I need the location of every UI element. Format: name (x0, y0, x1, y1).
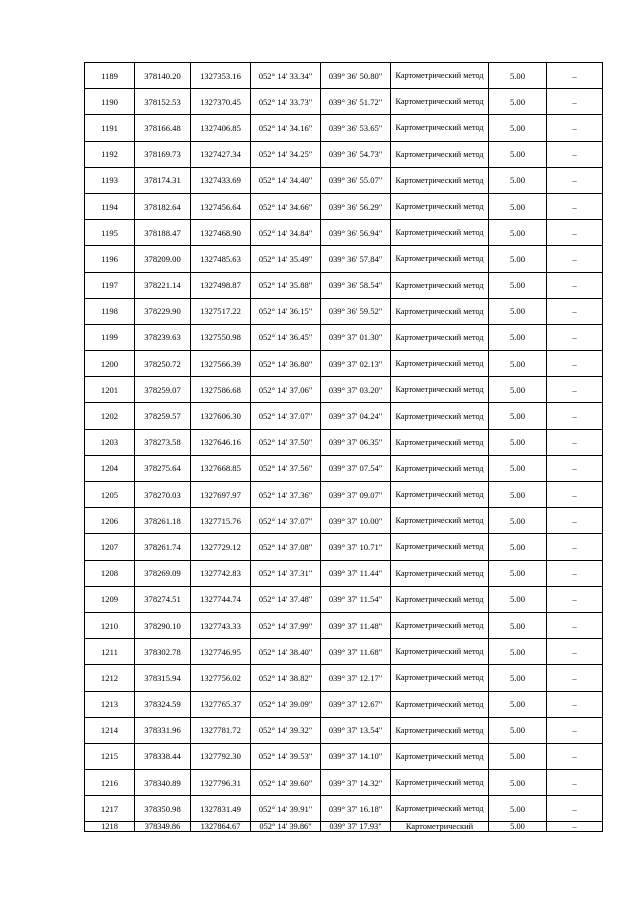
x-coordinate-cell: 378275.64 (135, 455, 191, 481)
point-number-cell: 1210 (85, 612, 135, 638)
description-cell: – (547, 141, 603, 167)
longitude-cell: 039° 37' 17.93" (321, 822, 391, 832)
table-row (85, 403, 603, 429)
y-coordinate-cell: 1327406.85 (191, 115, 251, 141)
table-row (85, 796, 603, 822)
latitude-cell: 052° 14' 37.36" (251, 482, 321, 508)
description-cell: – (547, 115, 603, 141)
longitude-cell: 039° 37' 02.13" (321, 351, 391, 377)
x-coordinate-cell: 378221.14 (135, 272, 191, 298)
longitude-cell: 039° 36' 54.73" (321, 141, 391, 167)
y-coordinate-cell: 1327744.74 (191, 586, 251, 612)
y-coordinate-cell: 1327468.90 (191, 220, 251, 246)
longitude-cell: 039° 37' 11.44" (321, 560, 391, 586)
longitude-cell: 039° 37' 11.54" (321, 586, 391, 612)
longitude-cell: 039° 37' 10.71" (321, 534, 391, 560)
longitude-cell: 039° 37' 11.48" (321, 612, 391, 638)
accuracy-cell: 5.00 (489, 508, 547, 534)
method-cell: Картометрический метод (391, 743, 489, 769)
table-row (85, 691, 603, 717)
method-cell: Картометрический метод (391, 377, 489, 403)
description-cell: – (547, 482, 603, 508)
x-coordinate-cell: 378274.51 (135, 586, 191, 612)
x-coordinate-cell: 378273.58 (135, 429, 191, 455)
y-coordinate-cell: 1327729.12 (191, 534, 251, 560)
method-cell: Картометрический метод (391, 770, 489, 796)
accuracy-cell: 5.00 (489, 193, 547, 219)
table-row (85, 508, 603, 534)
description-cell: – (547, 717, 603, 743)
description-cell: – (547, 743, 603, 769)
latitude-cell: 052° 14' 38.40" (251, 639, 321, 665)
accuracy-cell: 5.00 (489, 246, 547, 272)
point-number-cell: 1211 (85, 639, 135, 665)
latitude-cell: 052° 14' 37.48" (251, 586, 321, 612)
latitude-cell: 052° 14' 35.88" (251, 272, 321, 298)
point-number-cell: 1205 (85, 482, 135, 508)
latitude-cell: 052° 14' 37.56" (251, 455, 321, 481)
longitude-cell: 039° 37' 14.32" (321, 770, 391, 796)
x-coordinate-cell: 378152.53 (135, 89, 191, 115)
accuracy-cell: 5.00 (489, 63, 547, 89)
table-row (85, 586, 603, 612)
y-coordinate-cell: 1327765.37 (191, 691, 251, 717)
method-cell: Картометрический метод (391, 508, 489, 534)
accuracy-cell: 5.00 (489, 455, 547, 481)
point-number-cell: 1207 (85, 534, 135, 560)
description-cell: – (547, 272, 603, 298)
table-row (85, 639, 603, 665)
table-row (85, 717, 603, 743)
table-row (85, 612, 603, 638)
latitude-cell: 052° 14' 34.40" (251, 167, 321, 193)
description-cell: – (547, 167, 603, 193)
method-cell: Картометрический метод (391, 272, 489, 298)
point-number-cell: 1209 (85, 586, 135, 612)
y-coordinate-cell: 1327668.85 (191, 455, 251, 481)
table-row (85, 429, 603, 455)
accuracy-cell: 5.00 (489, 743, 547, 769)
x-coordinate-cell: 378349.86 (135, 822, 191, 832)
table-row (85, 63, 603, 89)
table-row (85, 743, 603, 769)
latitude-cell: 052° 14' 39.32" (251, 717, 321, 743)
method-cell: Картометрический метод (391, 167, 489, 193)
y-coordinate-cell: 1327485.63 (191, 246, 251, 272)
x-coordinate-cell: 378259.57 (135, 403, 191, 429)
accuracy-cell: 5.00 (489, 560, 547, 586)
longitude-cell: 039° 37' 11.68" (321, 639, 391, 665)
method-cell: Картометрический метод (391, 324, 489, 350)
description-cell: – (547, 586, 603, 612)
x-coordinate-cell: 378302.78 (135, 639, 191, 665)
point-number-cell: 1214 (85, 717, 135, 743)
point-number-cell: 1216 (85, 770, 135, 796)
method-cell: Картометрический метод (391, 691, 489, 717)
x-coordinate-cell: 378188.47 (135, 220, 191, 246)
table-row (85, 324, 603, 350)
accuracy-cell: 5.00 (489, 612, 547, 638)
y-coordinate-cell: 1327517.22 (191, 298, 251, 324)
table-row (85, 272, 603, 298)
table-row (85, 351, 603, 377)
table-body (85, 63, 603, 832)
longitude-cell: 039° 36' 50.80" (321, 63, 391, 89)
point-number-cell: 1213 (85, 691, 135, 717)
latitude-cell: 052° 14' 35.49" (251, 246, 321, 272)
coordinates-table (84, 62, 603, 832)
description-cell: – (547, 298, 603, 324)
point-number-cell: 1200 (85, 351, 135, 377)
accuracy-cell: 5.00 (489, 351, 547, 377)
latitude-cell: 052° 14' 37.50" (251, 429, 321, 455)
description-cell: – (547, 612, 603, 638)
method-cell: Картометрический метод (391, 796, 489, 822)
y-coordinate-cell: 1327433.69 (191, 167, 251, 193)
table-row (85, 482, 603, 508)
accuracy-cell: 5.00 (489, 639, 547, 665)
accuracy-cell: 5.00 (489, 586, 547, 612)
description-cell: – (547, 351, 603, 377)
method-cell: Картометрический метод (391, 115, 489, 141)
y-coordinate-cell: 1327864.67 (191, 822, 251, 832)
latitude-cell: 052° 14' 37.06" (251, 377, 321, 403)
table-row (85, 167, 603, 193)
x-coordinate-cell: 378261.18 (135, 508, 191, 534)
point-number-cell: 1204 (85, 455, 135, 481)
method-cell: Картометрический метод (391, 63, 489, 89)
accuracy-cell: 5.00 (489, 272, 547, 298)
x-coordinate-cell: 378331.96 (135, 717, 191, 743)
latitude-cell: 052° 14' 39.09" (251, 691, 321, 717)
y-coordinate-cell: 1327715.76 (191, 508, 251, 534)
y-coordinate-cell: 1327646.16 (191, 429, 251, 455)
method-cell: Картометрический метод (391, 246, 489, 272)
point-number-cell: 1193 (85, 167, 135, 193)
method-cell: Картометрический метод (391, 429, 489, 455)
accuracy-cell: 5.00 (489, 796, 547, 822)
y-coordinate-cell: 1327796.31 (191, 770, 251, 796)
method-cell: Картометрический метод (391, 560, 489, 586)
point-number-cell: 1191 (85, 115, 135, 141)
x-coordinate-cell: 378209.00 (135, 246, 191, 272)
point-number-cell: 1189 (85, 63, 135, 89)
y-coordinate-cell: 1327427.34 (191, 141, 251, 167)
description-cell: – (547, 639, 603, 665)
description-cell: – (547, 508, 603, 534)
point-number-cell: 1195 (85, 220, 135, 246)
table-row (85, 89, 603, 115)
description-cell: – (547, 403, 603, 429)
latitude-cell: 052° 14' 39.91" (251, 796, 321, 822)
x-coordinate-cell: 378166.48 (135, 115, 191, 141)
table-row (85, 377, 603, 403)
table-row (85, 534, 603, 560)
method-cell: Картометрический метод (391, 612, 489, 638)
description-cell: – (547, 796, 603, 822)
x-coordinate-cell: 378270.03 (135, 482, 191, 508)
table-row (85, 822, 603, 832)
y-coordinate-cell: 1327456.64 (191, 193, 251, 219)
longitude-cell: 039° 37' 04.24" (321, 403, 391, 429)
y-coordinate-cell: 1327756.02 (191, 665, 251, 691)
x-coordinate-cell: 378290.10 (135, 612, 191, 638)
latitude-cell: 052° 14' 34.84" (251, 220, 321, 246)
point-number-cell: 1196 (85, 246, 135, 272)
method-cell: Картометрический метод (391, 220, 489, 246)
point-number-cell: 1197 (85, 272, 135, 298)
x-coordinate-cell: 378174.31 (135, 167, 191, 193)
description-cell: – (547, 665, 603, 691)
x-coordinate-cell: 378259.07 (135, 377, 191, 403)
table-row (85, 298, 603, 324)
table-row (85, 115, 603, 141)
point-number-cell: 1190 (85, 89, 135, 115)
y-coordinate-cell: 1327550.98 (191, 324, 251, 350)
longitude-cell: 039° 36' 56.29" (321, 193, 391, 219)
method-cell: Картометрический метод (391, 534, 489, 560)
x-coordinate-cell: 378239.63 (135, 324, 191, 350)
table-row (85, 560, 603, 586)
longitude-cell: 039° 37' 03.20" (321, 377, 391, 403)
y-coordinate-cell: 1327743.33 (191, 612, 251, 638)
accuracy-cell: 5.00 (489, 482, 547, 508)
accuracy-cell: 5.00 (489, 691, 547, 717)
x-coordinate-cell: 378261.74 (135, 534, 191, 560)
y-coordinate-cell: 1327746.95 (191, 639, 251, 665)
latitude-cell: 052° 14' 36.80" (251, 351, 321, 377)
y-coordinate-cell: 1327781.72 (191, 717, 251, 743)
accuracy-cell: 5.00 (489, 717, 547, 743)
x-coordinate-cell: 378169.73 (135, 141, 191, 167)
longitude-cell: 039° 37' 12.67" (321, 691, 391, 717)
table-row (85, 770, 603, 796)
longitude-cell: 039° 37' 07.54" (321, 455, 391, 481)
longitude-cell: 039° 37' 16.18" (321, 796, 391, 822)
point-number-cell: 1192 (85, 141, 135, 167)
method-cell: Картометрический метод (391, 482, 489, 508)
latitude-cell: 052° 14' 37.07" (251, 508, 321, 534)
method-cell: Картометрический метод (391, 141, 489, 167)
latitude-cell: 052° 14' 34.66" (251, 193, 321, 219)
accuracy-cell: 5.00 (489, 298, 547, 324)
point-number-cell: 1215 (85, 743, 135, 769)
accuracy-cell: 5.00 (489, 377, 547, 403)
description-cell: – (547, 534, 603, 560)
longitude-cell: 039° 37' 06.35" (321, 429, 391, 455)
accuracy-cell: 5.00 (489, 822, 547, 832)
accuracy-cell: 5.00 (489, 220, 547, 246)
longitude-cell: 039° 37' 01.30" (321, 324, 391, 350)
point-number-cell: 1202 (85, 403, 135, 429)
latitude-cell: 052° 14' 38.82" (251, 665, 321, 691)
table-row (85, 455, 603, 481)
description-cell: – (547, 770, 603, 796)
latitude-cell: 052° 14' 34.25" (251, 141, 321, 167)
accuracy-cell: 5.00 (489, 115, 547, 141)
point-number-cell: 1203 (85, 429, 135, 455)
point-number-cell: 1201 (85, 377, 135, 403)
latitude-cell: 052° 14' 39.86" (251, 822, 321, 832)
accuracy-cell: 5.00 (489, 403, 547, 429)
latitude-cell: 052° 14' 33.73" (251, 89, 321, 115)
y-coordinate-cell: 1327742.83 (191, 560, 251, 586)
method-cell: Картометрический метод (391, 717, 489, 743)
longitude-cell: 039° 36' 53.65" (321, 115, 391, 141)
method-cell: Картометрический метод (391, 665, 489, 691)
table-row (85, 141, 603, 167)
description-cell: – (547, 324, 603, 350)
longitude-cell: 039° 36' 51.72" (321, 89, 391, 115)
point-number-cell: 1212 (85, 665, 135, 691)
x-coordinate-cell: 378324.59 (135, 691, 191, 717)
accuracy-cell: 5.00 (489, 141, 547, 167)
description-cell: – (547, 63, 603, 89)
longitude-cell: 039° 36' 58.54" (321, 272, 391, 298)
point-number-cell: 1218 (85, 822, 135, 832)
point-number-cell: 1217 (85, 796, 135, 822)
accuracy-cell: 5.00 (489, 167, 547, 193)
method-cell: Картометрический (391, 822, 489, 832)
y-coordinate-cell: 1327586.68 (191, 377, 251, 403)
method-cell: Картометрический метод (391, 351, 489, 377)
x-coordinate-cell: 378269.09 (135, 560, 191, 586)
longitude-cell: 039° 36' 56.94" (321, 220, 391, 246)
x-coordinate-cell: 378229.90 (135, 298, 191, 324)
longitude-cell: 039° 36' 59.52" (321, 298, 391, 324)
accuracy-cell: 5.00 (489, 770, 547, 796)
y-coordinate-cell: 1327370.45 (191, 89, 251, 115)
latitude-cell: 052° 14' 37.99" (251, 612, 321, 638)
latitude-cell: 052° 14' 37.08" (251, 534, 321, 560)
y-coordinate-cell: 1327498.87 (191, 272, 251, 298)
x-coordinate-cell: 378182.64 (135, 193, 191, 219)
method-cell: Картометрический метод (391, 639, 489, 665)
longitude-cell: 039° 36' 55.07" (321, 167, 391, 193)
accuracy-cell: 5.00 (489, 89, 547, 115)
x-coordinate-cell: 378340.89 (135, 770, 191, 796)
table-row (85, 193, 603, 219)
y-coordinate-cell: 1327606.30 (191, 403, 251, 429)
x-coordinate-cell: 378315.94 (135, 665, 191, 691)
latitude-cell: 052° 14' 37.07" (251, 403, 321, 429)
point-number-cell: 1194 (85, 193, 135, 219)
x-coordinate-cell: 378350.98 (135, 796, 191, 822)
y-coordinate-cell: 1327697.97 (191, 482, 251, 508)
coordinates-table-page (84, 62, 602, 832)
x-coordinate-cell: 378250.72 (135, 351, 191, 377)
y-coordinate-cell: 1327353.16 (191, 63, 251, 89)
x-coordinate-cell: 378140.20 (135, 63, 191, 89)
table-row (85, 246, 603, 272)
table-row (85, 665, 603, 691)
latitude-cell: 052° 14' 33.34" (251, 63, 321, 89)
longitude-cell: 039° 37' 09.07" (321, 482, 391, 508)
accuracy-cell: 5.00 (489, 324, 547, 350)
accuracy-cell: 5.00 (489, 429, 547, 455)
point-number-cell: 1208 (85, 560, 135, 586)
point-number-cell: 1199 (85, 324, 135, 350)
description-cell: – (547, 246, 603, 272)
description-cell: – (547, 560, 603, 586)
description-cell: – (547, 822, 603, 832)
latitude-cell: 052° 14' 36.15" (251, 298, 321, 324)
table-row (85, 220, 603, 246)
accuracy-cell: 5.00 (489, 665, 547, 691)
longitude-cell: 039° 36' 57.84" (321, 246, 391, 272)
point-number-cell: 1198 (85, 298, 135, 324)
description-cell: – (547, 193, 603, 219)
method-cell: Картометрический метод (391, 455, 489, 481)
method-cell: Картометрический метод (391, 89, 489, 115)
latitude-cell: 052° 14' 34.16" (251, 115, 321, 141)
latitude-cell: 052° 14' 36.45" (251, 324, 321, 350)
description-cell: – (547, 691, 603, 717)
method-cell: Картометрический метод (391, 403, 489, 429)
latitude-cell: 052° 14' 39.60" (251, 770, 321, 796)
method-cell: Картометрический метод (391, 298, 489, 324)
accuracy-cell: 5.00 (489, 534, 547, 560)
description-cell: – (547, 429, 603, 455)
y-coordinate-cell: 1327566.39 (191, 351, 251, 377)
longitude-cell: 039° 37' 13.54" (321, 717, 391, 743)
method-cell: Картометрический метод (391, 193, 489, 219)
description-cell: – (547, 377, 603, 403)
method-cell: Картометрический метод (391, 586, 489, 612)
x-coordinate-cell: 378338.44 (135, 743, 191, 769)
latitude-cell: 052° 14' 37.31" (251, 560, 321, 586)
description-cell: – (547, 220, 603, 246)
y-coordinate-cell: 1327831.49 (191, 796, 251, 822)
y-coordinate-cell: 1327792.30 (191, 743, 251, 769)
longitude-cell: 039° 37' 10.00" (321, 508, 391, 534)
latitude-cell: 052° 14' 39.53" (251, 743, 321, 769)
longitude-cell: 039° 37' 12.17" (321, 665, 391, 691)
description-cell: – (547, 89, 603, 115)
description-cell: – (547, 455, 603, 481)
longitude-cell: 039° 37' 14.10" (321, 743, 391, 769)
point-number-cell: 1206 (85, 508, 135, 534)
